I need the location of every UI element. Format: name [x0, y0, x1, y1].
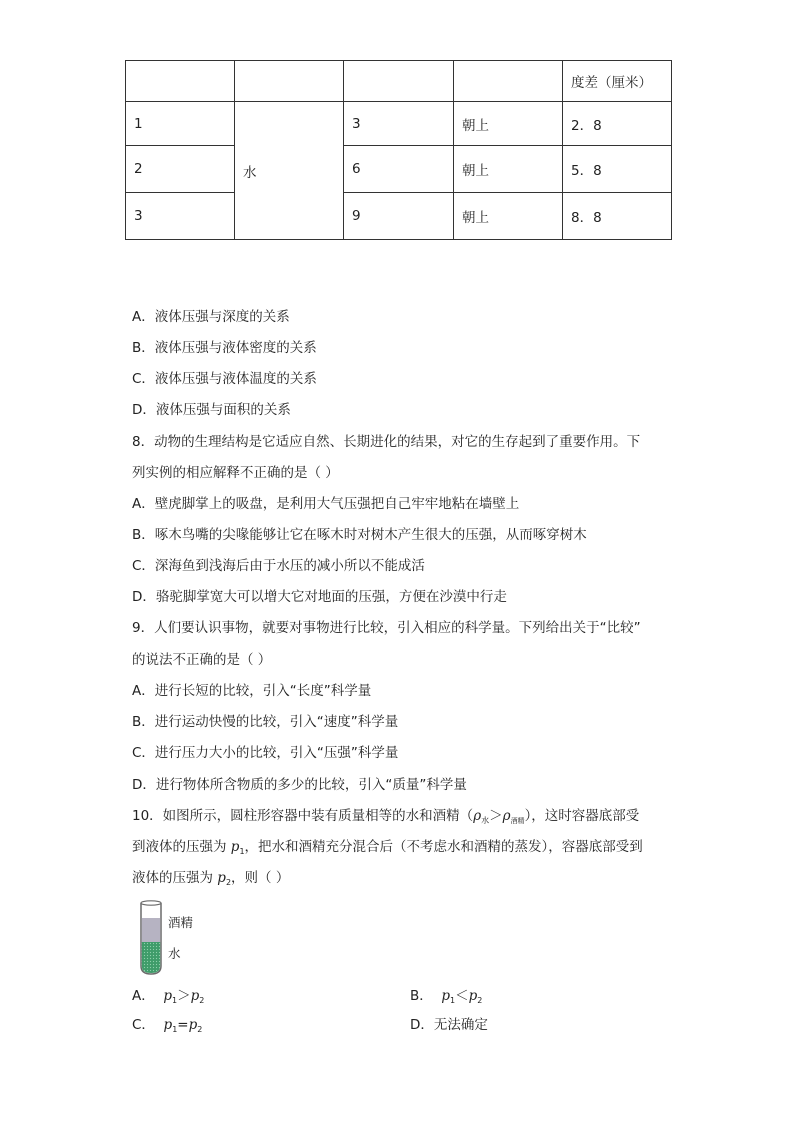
- q10-option-b: B． $p_1<p_2$: [410, 988, 483, 1005]
- table-row: [126, 193, 672, 240]
- q10-stem-line3: 液体的压强为 $p_2$，则（ ）: [132, 870, 290, 887]
- table-cell: 3: [344, 102, 454, 146]
- q10-option-a: A． $p_1>p_2$: [132, 988, 205, 1005]
- table-cell: 6: [344, 146, 454, 193]
- q7-option-b: B．液体压强与液体密度的关系: [132, 340, 317, 356]
- q7-option-d: D．液体压强与面积的关系: [132, 402, 291, 418]
- q9-option-b: B．进行运动快慢的比较，引入“速度”科学量: [132, 714, 399, 730]
- table-cell: 2: [126, 146, 235, 193]
- q8-option-b: B．啄木鸟嘴的尖喙能够让它在啄木时对树木产生很大的压强，从而啄穿树木: [132, 527, 587, 543]
- q10-stem-line1: 10．如图所示，圆柱形容器中装有质量相等的水和酒精$(\rho_水>\rho_{酒精})$，这时容器底部受: [132, 808, 640, 825]
- table-cell: 朝上: [454, 193, 563, 240]
- q9-stem-line1: 9．人们要认识事物，就要对事物进行比较，引入相应的科学量。下列给出关于“比较”: [132, 620, 641, 636]
- liquid-cell: 水: [235, 102, 344, 240]
- table-cell: 5．8: [563, 146, 672, 193]
- header-cell: 度差（厘米）: [563, 61, 672, 102]
- q8-option-c: C．深海鱼到浅海后由于水压的减小所以不能成活: [132, 558, 425, 574]
- q7-option-a: A．液体压强与深度的关系: [132, 309, 290, 325]
- table-cell: 2．8: [563, 102, 672, 146]
- q8-option-a: A．壁虎脚掌上的吸盘，是利用大气压强把自己牢牢地粘在墙壁上: [132, 496, 520, 512]
- table-row: [126, 102, 672, 146]
- q9-option-c: C．进行压力大小的比较，引入“压强”科学量: [132, 745, 399, 761]
- q9-stem-line2: 的说法不正确的是（ ）: [132, 652, 272, 668]
- table-row: [126, 146, 672, 193]
- alcohol-label: 酒精: [168, 915, 194, 930]
- table-row: [126, 61, 672, 102]
- cylinder-container-illustration: [140, 900, 162, 975]
- q9-option-d: D．进行物体所含物质的多少的比较，引入“质量”科学量: [132, 777, 467, 793]
- water-label: 水: [168, 946, 181, 961]
- q8-stem-line2: 列实例的相应解释不正确的是（ ）: [132, 465, 339, 481]
- q7-option-c: C．液体压强与液体温度的关系: [132, 371, 317, 387]
- table-cell: 朝上: [454, 146, 563, 193]
- q8-option-d: D．骆驼脚掌宽大可以增大它对地面的压强，方便在沙漠中行走: [132, 589, 507, 605]
- q10-option-c: C． $p_1=p_2$: [132, 1017, 203, 1034]
- table-cell: 1: [126, 102, 235, 146]
- table-cell: 朝上: [454, 102, 563, 146]
- q10-option-d: D．无法确定: [410, 1017, 488, 1033]
- table-cell: 8．8: [563, 193, 672, 240]
- q8-stem-line1: 8．动物的生理结构是它适应自然、长期进化的结果，对它的生存起到了重要作用。下: [132, 434, 641, 450]
- table-cell: 9: [344, 193, 454, 240]
- q9-option-a: A．进行长短的比较，引入“长度”科学量: [132, 683, 372, 699]
- experiment-table: [125, 60, 672, 240]
- table-cell: 3: [126, 193, 235, 240]
- q10-stem-line2: 到液体的压强为 $p_1$，把水和酒精充分混合后（不考虑水和酒精的蒸发），容器底部受到: [132, 839, 643, 856]
